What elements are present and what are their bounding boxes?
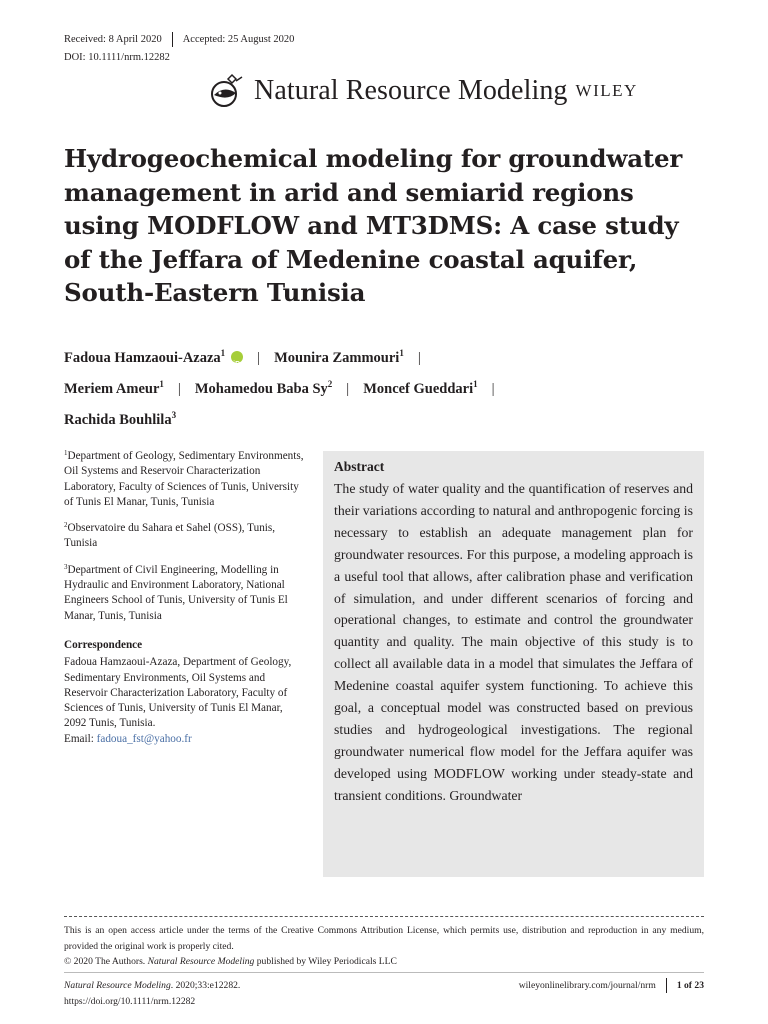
footer-rule — [64, 972, 704, 973]
author-name: Rachida Bouhlila — [64, 412, 172, 428]
article-dates — [64, 31, 294, 47]
author-name: Fadoua Hamzaoui-Azaza — [64, 350, 221, 366]
received-date: Received: 8 April 2020 — [64, 33, 162, 45]
license-notice — [64, 923, 704, 970]
affiliation-text: Observatoire du Sahara et Sahel (OSS), Tunis, Tunisia — [64, 522, 276, 550]
journal-banner — [206, 70, 706, 112]
journal-name: Natural Resource Modeling — [254, 75, 568, 106]
citation-url[interactable]: https://doi.org/10.1111/nrm.12282 — [64, 995, 196, 1007]
doi: DOI: 10.1111/nrm.12282 — [64, 52, 170, 63]
accepted-date: Accepted: 25 August 2020 — [182, 33, 295, 45]
affiliation — [64, 518, 304, 552]
orcid-icon[interactable] — [231, 351, 243, 363]
email-label: Email: — [64, 732, 97, 745]
affiliations-column — [64, 446, 304, 747]
correspondence-heading: Correspondence — [64, 638, 143, 651]
copyright-line — [64, 954, 704, 970]
citation-volume: . 2020;33:e12282. — [170, 980, 241, 991]
author-separator: | — [346, 381, 350, 397]
email-link[interactable]: fadoua_fst@yahoo.fr — [96, 732, 192, 745]
author-affiliation-number: 1 — [220, 348, 226, 358]
abstract-text: The study of water quality and the quantification of reserves and their variations according to natural and anthropogenic forcing is necessary to establish an adequate management plan for groundwater resources. For this purpose, a modeling approach is a useful tool that allows, after calibration phase and verification of simulation, and under different scenarios of forcing and operational changes, to estimate and control the groundwater quantity and quality. The main objective of this study is to collect all available data in a model that simulates the Jeffara of Medenine coastal aquifer system functioning. To achieve this goal, a conceptual model was constructed based on previous studies and hydrogeological investigations. The regional groundwater numerical flow model for the Jeffara aquifer was developed using MODFLOW working under steady-state and transient conditions. Groundwater — [334, 481, 693, 803]
article-title: Hydrogeochemical modeling for groundwater management in arid and semiarid regions using MODFLOW and MT3DMS: A case study of the Jeffara of Medenine coastal aquifer, South-Eastern Tunisia — [64, 144, 683, 307]
abstract-box — [323, 451, 704, 877]
author-affiliation-number: 3 — [171, 410, 177, 420]
affiliation-number: 2 — [64, 521, 68, 530]
author-name: Mohamedou Baba Sy — [194, 381, 328, 397]
citation — [64, 978, 240, 1009]
affiliation-number: 1 — [64, 449, 68, 457]
author-separator: | — [177, 381, 181, 397]
author-separator: | — [257, 350, 261, 366]
citation-line — [64, 978, 240, 994]
affiliation-number: 3 — [64, 562, 68, 571]
author-name: Moncef Gueddari — [363, 381, 474, 397]
copyright-prefix: © 2020 The Authors. — [64, 956, 148, 967]
correspondence-text: Fadoua Hamzaoui-Azaza, Department of Geology, Sedimentary Environments, Oil Systems and Reservoir Characterization Laboratory, Faculty of Sciences of Tunis, University of Tunis El Manar, 2092 Tunis, Tunisia. — [64, 656, 292, 730]
author-affiliation-number: 1 — [473, 379, 478, 389]
page-number: 1 of 23 — [676, 980, 704, 991]
footer-right — [519, 978, 704, 993]
author-name: Mounira Zammouri — [274, 350, 400, 366]
author-separator: | — [417, 350, 421, 366]
citation-journal: Natural Resource Modeling — [64, 980, 171, 991]
affiliation — [64, 446, 304, 510]
journal-logo-icon — [206, 73, 246, 109]
date-separator — [172, 32, 173, 47]
footer-separator — [666, 978, 667, 993]
author-separator: | — [491, 381, 495, 397]
abstract-heading: Abstract — [334, 459, 385, 474]
author-affiliation-number: 1 — [399, 348, 404, 358]
license-text: This is an open access article under the terms of the Creative Commons Attribution License, which permits use, distribution and reproduction in any medium, provided the original work is properly cited. — [64, 925, 704, 952]
copyright-journal: Natural Resource Modeling — [147, 956, 255, 967]
correspondence-email — [64, 732, 304, 747]
author-affiliation-number: 1 — [159, 379, 164, 389]
author-name: Meriem Ameur — [64, 381, 160, 397]
affiliation-text: Department of Geology, Sedimentary Environments, Oil Systems and Reservoir Characterization Laboratory, Faculty of Sciences of Tunis, University of Tunis El Manar, Tunis, Tunisia — [64, 450, 304, 508]
footer-divider — [64, 916, 704, 917]
affiliation — [64, 560, 304, 624]
copyright-suffix: published by Wiley Periodicals LLC — [254, 956, 397, 967]
author-list — [64, 340, 724, 433]
author-affiliation-number: 2 — [327, 379, 333, 389]
publisher-name: WILEY — [575, 81, 638, 100]
affiliation-text: Department of Civil Engineering, Modelling in Hydraulic and Environment Laboratory, National Engineers School of Tunis, University of Tunis El Manar, Tunis, Tunisia — [64, 563, 288, 622]
journal-site-link[interactable]: wileyonlinelibrary.com/journal/nrm — [518, 980, 656, 991]
